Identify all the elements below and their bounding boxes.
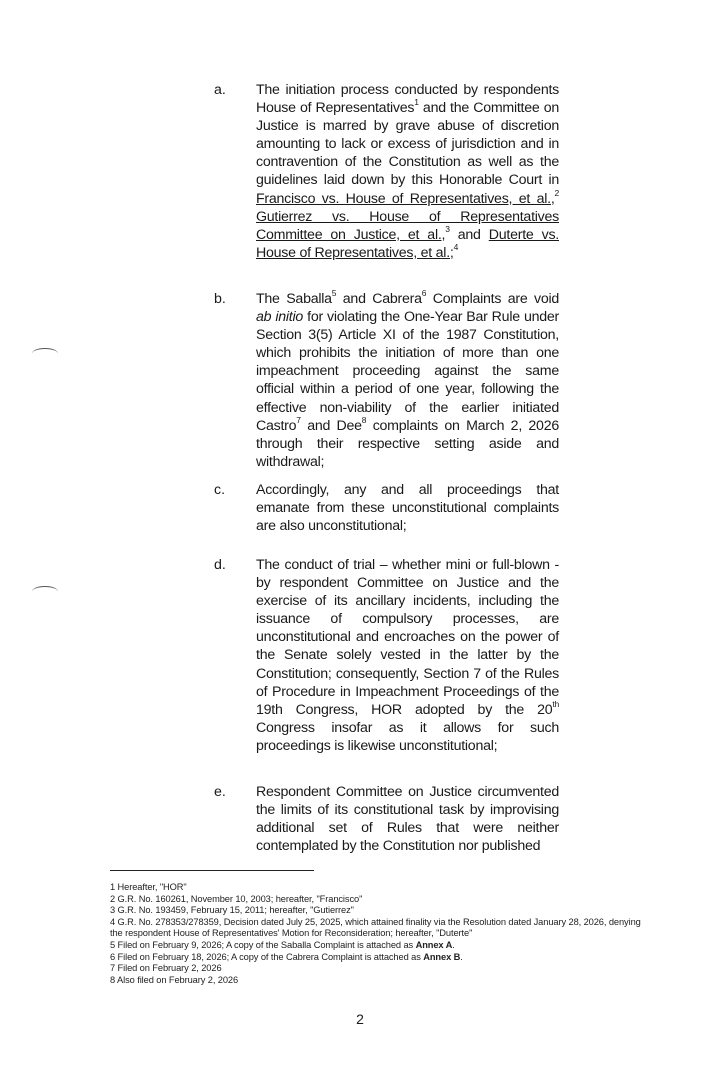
item-text: The conduct of trial – whether mini or full-blown - by respondent Committee on Justice and the exercise of its ancillary incidents, including the issuance of compulsory processes, are unconstitutional and encroaches on the power of the Senate solely vested in the latter by the Constitution; consequently, Section 7 of the Rules of Procedure in Impeachment Proceedings of the 19th Congress, HOR adopted by the 20th Congress insofar as it allows for such proceedings is likewise unconstitutional; (256, 557, 559, 754)
footnote-rule (110, 870, 314, 871)
footnote: 6 Filed on February 18, 2026; A copy of the Cabrera Complaint is attached as Annex B. (110, 951, 463, 962)
case-citation: Gutierrez vs. House of Representatives Committee on Justice, et al., (256, 208, 559, 243)
footnote-ref: 3 (445, 224, 450, 235)
footnote-ref: 6 (421, 288, 427, 299)
item-text: The initiation process conducted by respondents House of Representatives$^1$ and the Committee on Justice is marred by grave abuse of discretion amounting to lack or excess of jurisdiction and in contravention of the Constitution as well as the guidelines laid down by this Honorable Court in Francisco vs. House of Representatives, et al.,$^2$ Gutierrez vs. House of Representatives Committee on Justice, et al.,$^3$ and Duterte vs. House of Representatives, et al.;$^4$ (256, 82, 560, 261)
footnote: 5 Filed on February 9, 2026; A copy of the Saballa Complaint is attached as Annex A. (110, 939, 455, 950)
margin-mark-lower (32, 586, 58, 597)
footnote-ref: 8 (361, 414, 367, 425)
footnote-ref: 1 (414, 97, 419, 108)
footnote-ref: th (552, 699, 559, 710)
item-letter: c. (214, 482, 226, 498)
footnote-ref: 5 (331, 288, 337, 299)
list-item-e (214, 783, 559, 855)
item-letter: d. (214, 557, 226, 573)
footnote: 2 G.R. No. 160261, November 10, 2003; hereafter, "Francisco" (110, 893, 363, 904)
bold-text: Annex B (423, 951, 461, 962)
footnote-ref: 2 (554, 187, 559, 198)
list-item-b (214, 290, 559, 471)
item-text: The Saballa$^5$ and Cabrera$^6$ Complaints are void ab initio for violating the One-Year Bar Rule under Section 3(5) Article XI of the 1987 Constitution, which prohibits the initiation of more than one impeachment proceeding against the same official within a period of one year, following the effective non-viability of the earlier initiated Castro$^7$ and Dee$^8$ complaints on March 2, 2026 through their respective setting aside and withdrawal; (256, 288, 560, 470)
footnotes (110, 882, 650, 986)
footnote-ref: 4 (453, 242, 459, 253)
case-citation: Duterte vs. House of Representatives, et al.; (256, 226, 559, 261)
list-item-d (214, 556, 559, 755)
list-item-c (214, 481, 559, 535)
page-number: 2 (356, 1011, 364, 1027)
footnote: 7 Filed on February 2, 2026 (110, 963, 222, 974)
list-item-a (214, 81, 559, 262)
item-text: Accordingly, any and all proceedings that emanate from these unconstitutional complaints are also unconstitutional; (256, 482, 559, 535)
item-letter: a. (214, 82, 226, 98)
footnote: 8 Also filed on February 2, 2026 (110, 974, 239, 985)
footnote: 4 G.R. No. 278353/278359, Decision dated July 25, 2025, which attained finality via the Resolution dated January 28, 2026, denying the respondent House of Representatives' Motion for Reconsideration; hereafter, "Duterte" (110, 916, 641, 939)
item-text: Respondent Committee on Justice circumvented the limits of its constitutional task by improvising additional set of Rules that were neither contemplated by the Constitution nor published (256, 784, 559, 855)
case-citation: Francisco vs. House of Representatives, et al., (256, 190, 555, 207)
item-letter: e. (214, 784, 226, 800)
footnote: 3 G.R. No. 193459, February 15, 2011; hereafter, "Gutierrez" (110, 905, 354, 916)
italic-text: ab initio (256, 309, 304, 326)
margin-mark-upper (32, 348, 58, 359)
footnote-ref: 7 (296, 414, 301, 425)
item-letter: b. (214, 291, 226, 307)
bold-text: Annex A (415, 939, 453, 950)
footnote: 1 Hereafter, "HOR" (110, 882, 187, 892)
